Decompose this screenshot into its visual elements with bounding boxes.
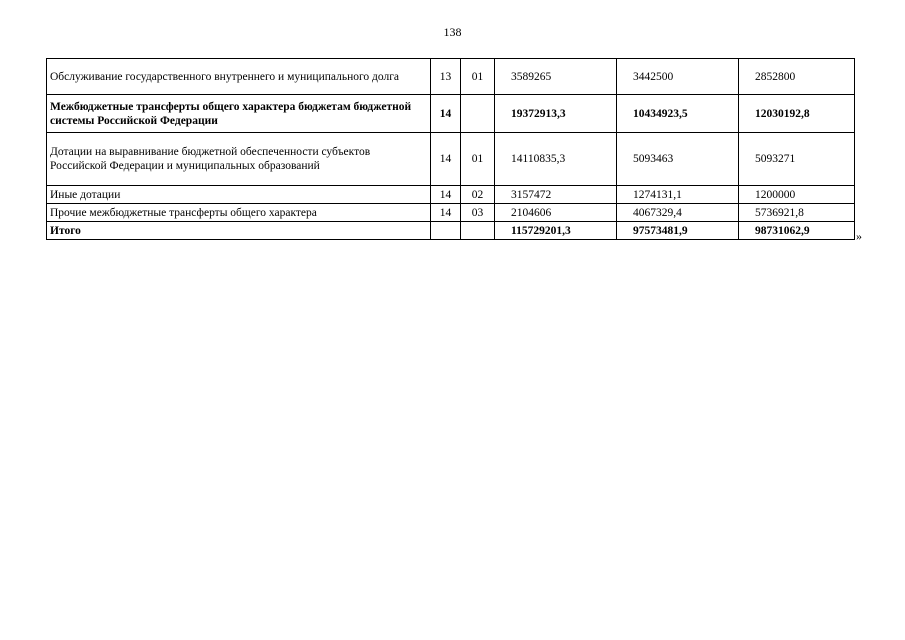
row-name-cell: Итого — [47, 222, 431, 240]
value-cell-1: 14110835,3 — [495, 133, 617, 186]
value-cell-3: 2852800 — [739, 59, 855, 95]
value-cell-3: 98731062,9 — [739, 222, 855, 240]
section-code-cell — [431, 222, 461, 240]
value-cell-2: 3442500 — [617, 59, 739, 95]
value-cell-1: 19372913,3 — [495, 95, 617, 133]
section-code-cell: 14 — [431, 133, 461, 186]
section-code-cell: 14 — [431, 95, 461, 133]
value-cell-1: 115729201,3 — [495, 222, 617, 240]
subsection-code-cell: 02 — [461, 186, 495, 204]
table-row — [47, 204, 855, 222]
section-code-cell: 14 — [431, 204, 461, 222]
table-row — [47, 59, 855, 95]
row-name-cell: Иные дотации — [47, 186, 431, 204]
subsection-code-cell — [461, 95, 495, 133]
table-row — [47, 95, 855, 133]
value-cell-3: 12030192,8 — [739, 95, 855, 133]
table-row — [47, 222, 855, 240]
subsection-code-cell: 01 — [461, 59, 495, 95]
closing-quote-mark: » — [856, 229, 862, 243]
row-name-cell: Прочие межбюджетные трансферты общего характера — [47, 204, 431, 222]
value-cell-1: 2104606 — [495, 204, 617, 222]
row-name-cell: Межбюджетные трансферты общего характера бюджетам бюджетной системы Российской Федерации — [47, 95, 431, 133]
value-cell-3: 1200000 — [739, 186, 855, 204]
row-name-cell: Дотации на выравнивание бюджетной обеспеченности субъектов Российской Федерации и муниципальных образований — [47, 133, 431, 186]
value-cell-3: 5093271 — [739, 133, 855, 186]
value-cell-2: 4067329,4 — [617, 204, 739, 222]
section-code-cell: 13 — [431, 59, 461, 95]
value-cell-2: 97573481,9 — [617, 222, 739, 240]
value-cell-3: 5736921,8 — [739, 204, 855, 222]
value-cell-1: 3157472 — [495, 186, 617, 204]
budget-table — [46, 58, 855, 240]
value-cell-2: 5093463 — [617, 133, 739, 186]
value-cell-2: 10434923,5 — [617, 95, 739, 133]
table-row — [47, 186, 855, 204]
section-code-cell: 14 — [431, 186, 461, 204]
table-row — [47, 133, 855, 186]
value-cell-2: 1274131,1 — [617, 186, 739, 204]
subsection-code-cell: 03 — [461, 204, 495, 222]
subsection-code-cell — [461, 222, 495, 240]
row-name-cell: Обслуживание государственного внутреннего и муниципального долга — [47, 59, 431, 95]
value-cell-1: 3589265 — [495, 59, 617, 95]
page-number: 138 — [443, 25, 462, 39]
subsection-code-cell: 01 — [461, 133, 495, 186]
